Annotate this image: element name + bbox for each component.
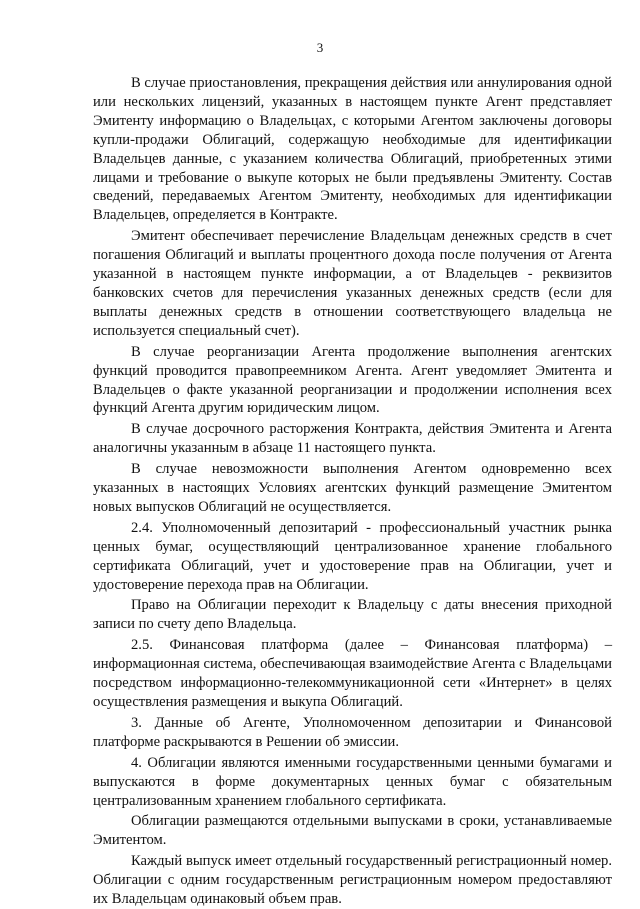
paragraph-early-termination: В случае досрочного расторжения Контракта, действия Эмитента и Агента аналогичны указанным в абзаце 11 настоящего пункта. bbox=[93, 421, 612, 457]
paragraph-2-5-financial-platform: 2.5. Финансовая платформа (далее – Финансовая платформа) – информационная система, обеспечивающая взаимодействие Агента с Владельцами посредством информационно-телекоммуникационной сети «Интернет» в целях осуществления размещения и выкупа Облигаций. bbox=[93, 637, 612, 710]
paragraph-2-4-depositary: 2.4. Уполномоченный депозитарий - профессиональный участник рынка ценных бумаг, осуществляющий централизованное хранение глобального сертификата Облигаций, учет и удостоверение прав на Облигации, учет и удостоверение перехода прав на Облигации. bbox=[93, 519, 612, 593]
paragraph-4-bonds-form: 4. Облигации являются именными государственными ценными бумагами и выпускаются в форме документарных ценных бумаг с обязательным централизованным хранением глобального сертификата. bbox=[93, 754, 612, 809]
paragraph-issuer-payments: Эмитент обеспечивает перечисление Владельцам денежных средств в счет погашения Облигаций и выплаты процентного дохода после получения от Агента указанной в настоящем пункте информации, а от Владельцев - реквизитов банковских счетов для перечисления указанных денежных средств (если для выплаты денежных средств в отношении соответствующего владельца не используется специальный счет). bbox=[93, 228, 612, 339]
paragraph-3-disclosure: 3. Данные об Агенте, Уполномоченном депозитарии и Финансовой платформе раскрываются в Решении об эмиссии. bbox=[93, 714, 612, 750]
paragraph-ownership-transfer: Право на Облигации переходит к Владельцу с даты внесения приходной записи по счету депо Владельца. bbox=[93, 597, 612, 633]
paragraph-issuance-terms: Облигации размещаются отдельными выпусками в сроки, устанавливаемые Эмитентом. bbox=[93, 813, 612, 849]
page-number: 3 bbox=[316, 40, 324, 55]
paragraph-license-suspension: В случае приостановления, прекращения действия или аннулирования одной или нескольких лицензий, указанных в настоящем пункте Агент представляет Эмитенту информацию о Владельцах, с которыми Агентом заключены договоры купли-продажи Облигаций, содержащую необходимые для идентификации Владельцев данные, с указанием количества Облигаций, приобретенных этими лицами и требование о выкупе которых не были предъявлены Эмитенту. Состав сведений, передаваемых Агентом Эмитенту, необходимых для идентификации Владельцев, определяется в Контракте. bbox=[93, 75, 612, 224]
paragraph-agent-reorganization: В случае реорганизации Агента продолжение выполнения агентских функций проводится правопреемником Агента. Агент уведомляет Эмитента и Владельцев о факте указанной реорганизации и продолжении исполнения всех функций Агента другим юридическим лицом. bbox=[93, 343, 612, 417]
document-body bbox=[93, 74, 612, 909]
paragraph-registration-number: Каждый выпуск имеет отдельный государственный регистрационный номер. Облигации с одним государственным регистрационным номером предоставляют их Владельцам одинаковый объем прав. bbox=[93, 853, 612, 908]
paragraph-agent-inability: В случае невозможности выполнения Агентом одновременно всех указанных в настоящих Условиях агентских функций размещение Эмитентом новых выпусков Облигаций не осуществляется. bbox=[93, 461, 612, 515]
